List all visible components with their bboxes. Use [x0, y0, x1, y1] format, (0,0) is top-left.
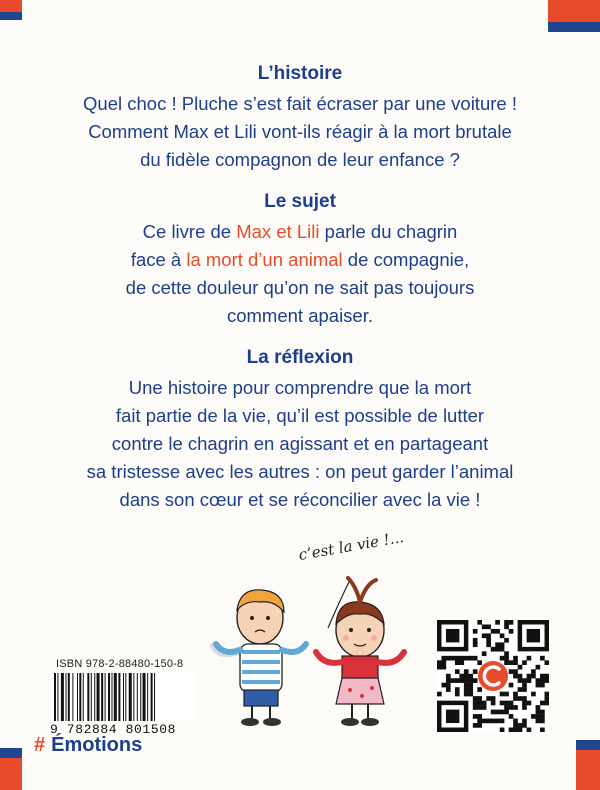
body-line: de cette douleur qu’on ne sait pas toujours: [125, 277, 475, 298]
max-character: [214, 590, 306, 726]
body-line: comment apaiser.: [226, 305, 373, 326]
section-heading: L’histoire: [257, 63, 343, 84]
hashtag-label: Émotions: [51, 734, 143, 756]
back-cover-text: [40, 62, 560, 530]
body-line: dans son cœur et se réconcilier avec la vie !: [119, 489, 481, 510]
section-heading: Le sujet: [264, 191, 336, 212]
body-line: du fidèle compagnon de leur enfance ?: [140, 149, 460, 170]
corner-decoration: [0, 0, 22, 12]
corner-decoration: [0, 12, 22, 20]
hash-symbol: #: [34, 734, 46, 756]
section-body: [40, 218, 560, 330]
qr-code[interactable]: [437, 620, 549, 732]
corner-decoration: [0, 758, 22, 790]
body-text: de compagnie,: [342, 249, 470, 270]
section-heading: La réflexion: [246, 347, 354, 368]
body-line: sa tristesse avec les autres : on peut garder l’animal: [86, 461, 514, 482]
section-body: [40, 90, 560, 174]
body-text: Ce livre de: [142, 221, 237, 242]
barcode-number: 9 782884 801508: [50, 722, 177, 737]
body-line: Quel choc ! Pluche s’est fait écraser par une voiture !: [83, 93, 517, 114]
body-line: fait partie de la vie, qu’il est possible de lutter: [115, 405, 485, 426]
corner-decoration: [0, 748, 22, 758]
corner-decoration: [576, 750, 600, 790]
highlight-text: Max et Lili: [236, 221, 320, 242]
highlight-text: la mort d’un animal: [186, 249, 343, 270]
body-line: contre le chagrin en agissant et en partageant: [111, 433, 489, 454]
speech-bubble-text: c’est la vie !...: [297, 527, 406, 565]
barcode-block: [50, 658, 196, 737]
lili-character: [316, 578, 404, 726]
corner-decoration: [576, 740, 600, 750]
corner-decoration: [548, 22, 600, 32]
section-body: [40, 374, 560, 514]
isbn-text: ISBN 978-2-88480-150-8: [56, 658, 184, 670]
category-hashtag: [34, 734, 142, 757]
body-line: Une histoire pour comprendre que la mort: [128, 377, 472, 398]
body-text: parle du chagrin: [319, 221, 458, 242]
body-text: face à: [130, 249, 187, 270]
body-line: Comment Max et Lili vont-ils réagir à la mort brutale: [88, 121, 512, 142]
section-subject: [40, 190, 560, 330]
section-reflection: [40, 346, 560, 514]
section-story: [40, 62, 560, 174]
barcode-image: [50, 673, 196, 721]
corner-decoration: [548, 0, 600, 22]
max-and-lili-illustration: [200, 520, 430, 730]
